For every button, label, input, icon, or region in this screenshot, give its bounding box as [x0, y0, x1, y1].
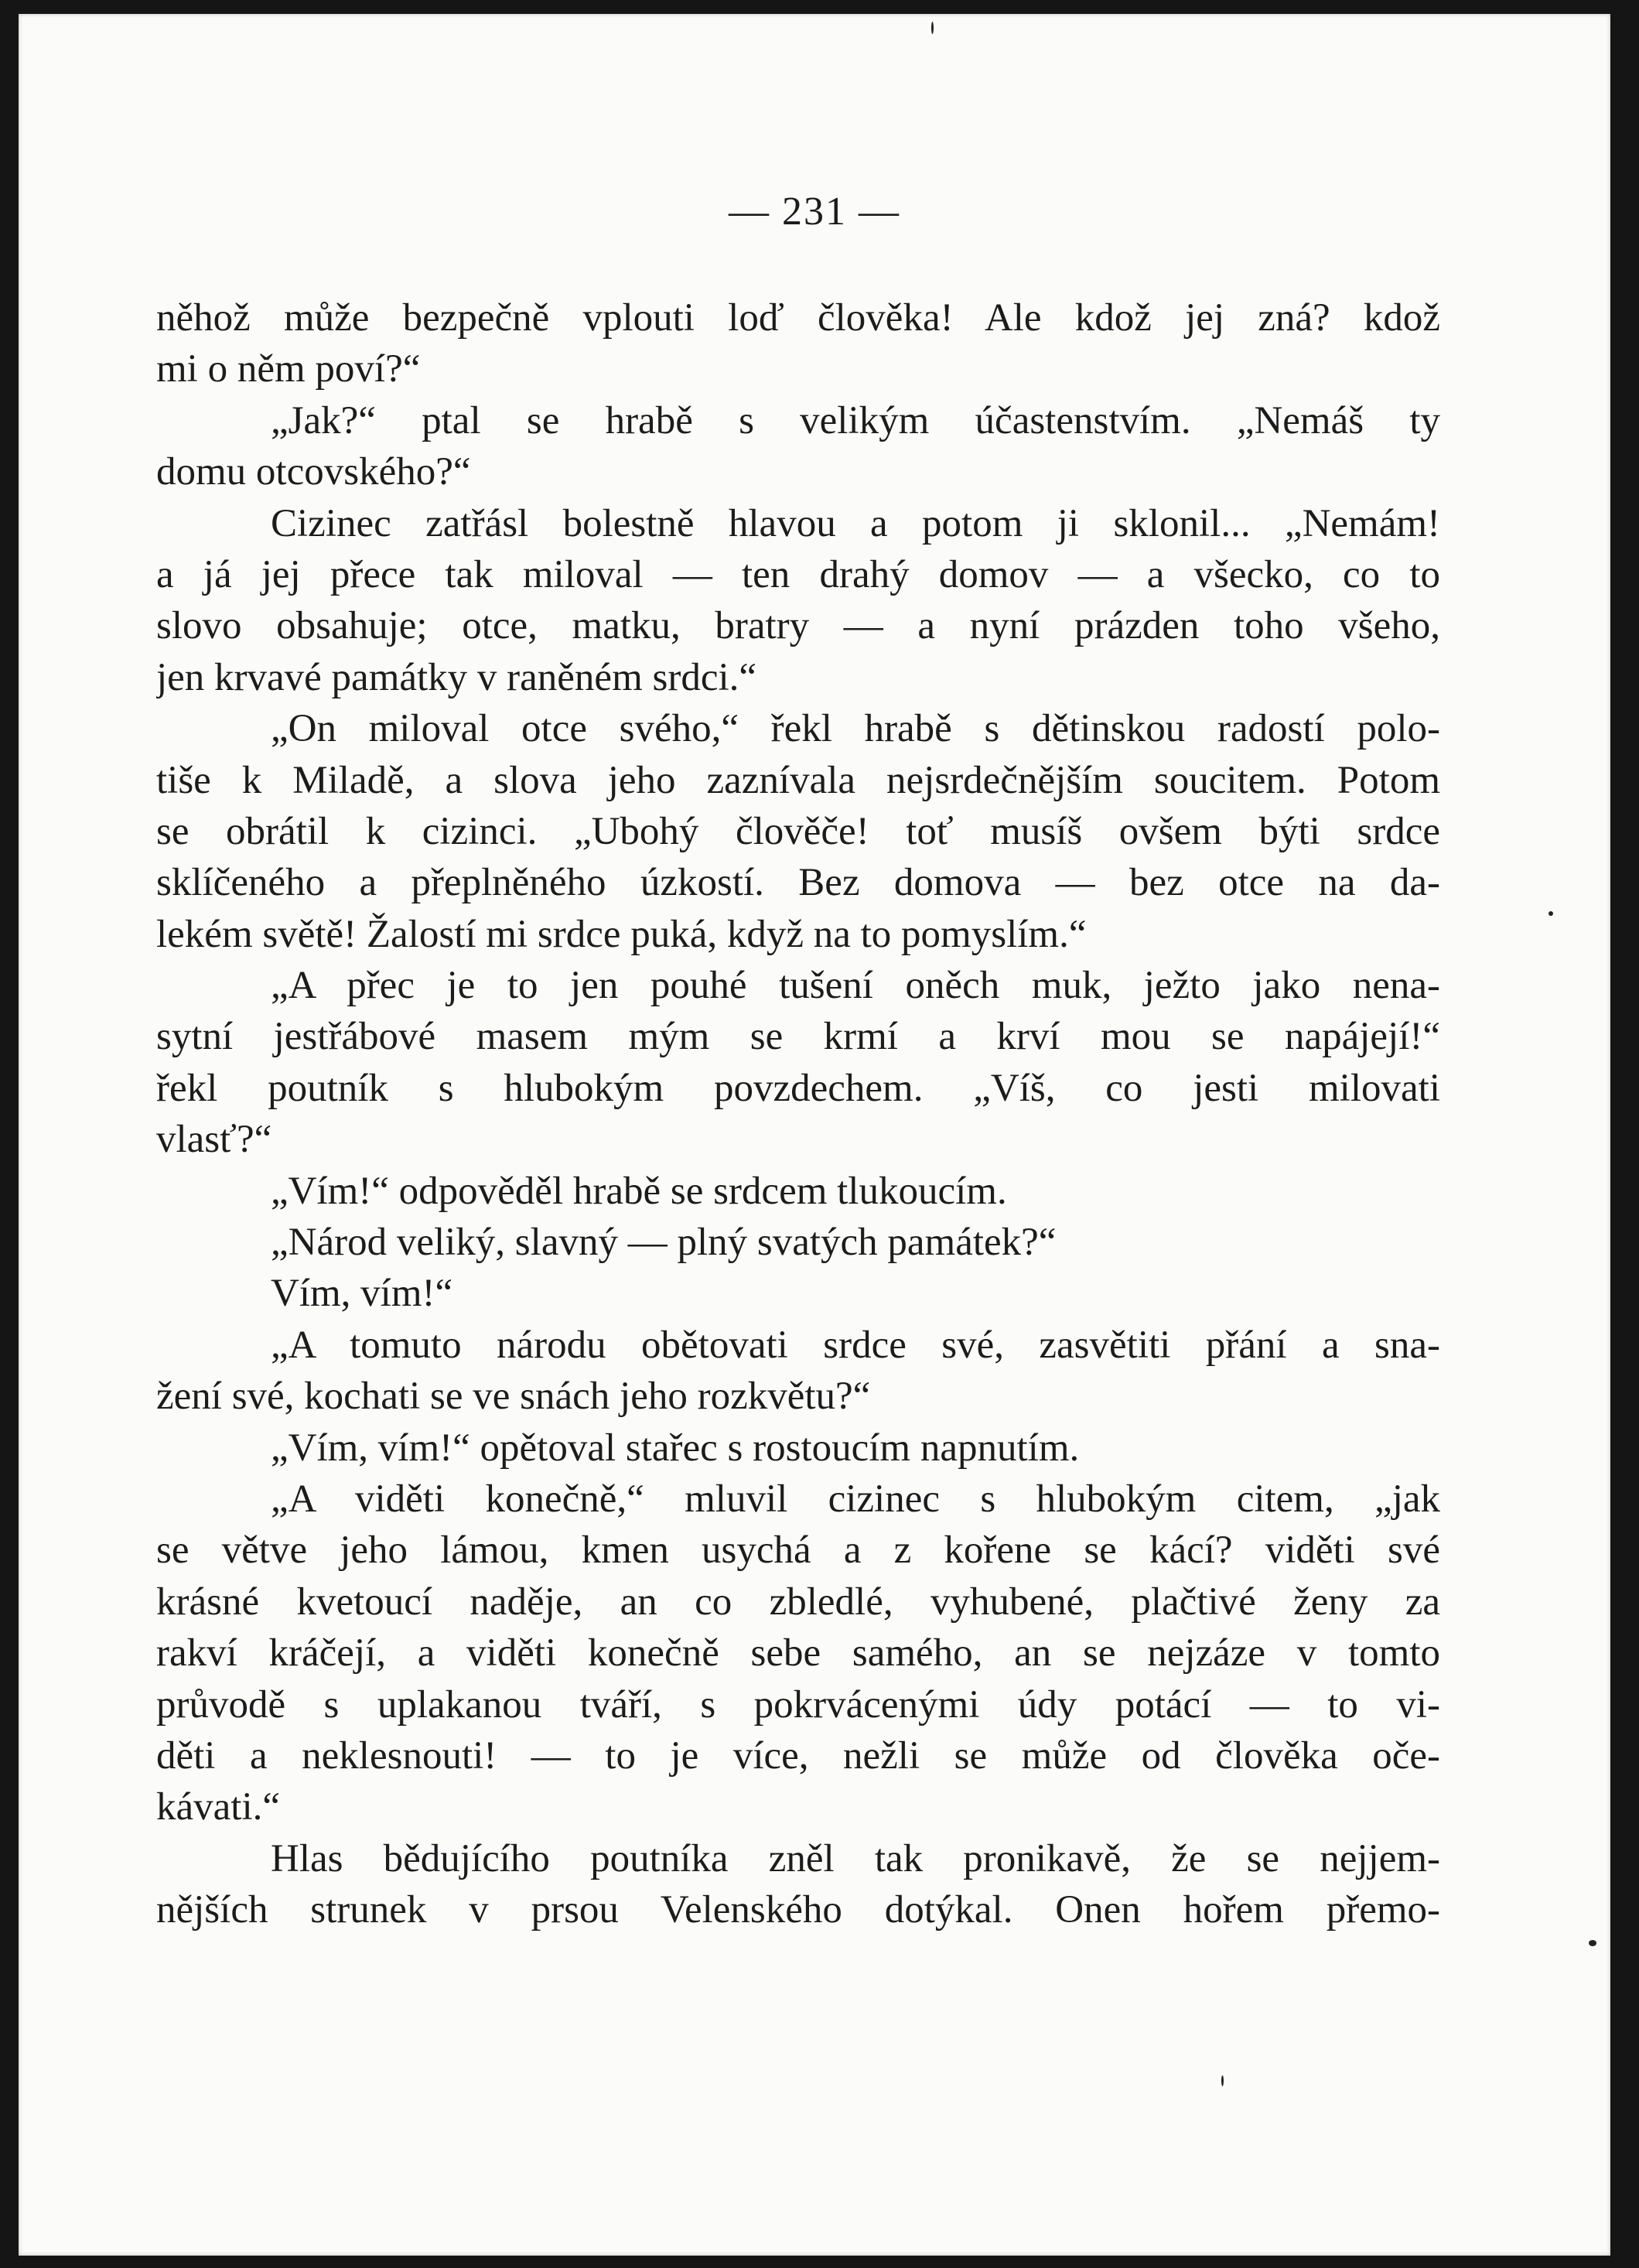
text-line: mi o něm poví?“ [156, 347, 421, 391]
text-line: Hlas bědujícího poutníka zněl tak pronikavě, že se nejjem- [271, 1836, 1440, 1880]
text-line: nějších strunek v prsou Velenského dotýkal. Onen hořem přemo- [156, 1888, 1440, 1932]
text-line: „Vím, vím!“ opětoval stařec s rostoucím napnutím. [271, 1426, 1080, 1470]
text-line: sytní jestřábové masem mým se krmí a krví mou se napájejí!“ [156, 1015, 1440, 1059]
scan-speck [1589, 1940, 1596, 1946]
page-number: — 231 — [729, 190, 900, 234]
text-line: se obrátil k cizinci. „Ubohý člověče! toť musíš ovšem býti srdce [156, 809, 1440, 853]
body-text [156, 292, 1440, 1936]
text-line: děti a neklesnouti! — to je více, nežli se může od člověka oče- [156, 1733, 1440, 1778]
text-line: „A přec je to jen pouhé tušení oněch muk, ježto jako nena- [271, 964, 1440, 1008]
text-line: krásné kvetoucí naděje, an co zbledlé, vyhubené, plačtivé ženy za [156, 1580, 1440, 1624]
text-line: kávati.“ [156, 1785, 280, 1829]
text-line: řekl poutník s hlubokým povzdechem. „Víš, co jesti milovati [156, 1066, 1440, 1110]
scan-speck [1549, 911, 1553, 916]
text-line: „Národ veliký, slavný — plný svatých památek?“ [271, 1221, 1057, 1265]
text-line: Cizinec zatřásl bolestně hlavou a potom ji sklonil... „Nemám! [271, 501, 1440, 545]
text-line: domu otcovského?“ [156, 450, 471, 494]
text-line: slovo obsahuje; otce, matku, bratry — a nyní prázden toho všeho, [156, 604, 1440, 648]
scan-speck [1221, 2075, 1224, 2086]
text-line: vlasť?“ [156, 1118, 272, 1162]
text-line: „Vím!“ odpověděl hrabě se srdcem tlukoucím. [271, 1169, 1007, 1213]
text-line: rakví kráčejí, a viděti konečně sebe samého, an se nejzáze v tomto [156, 1631, 1440, 1675]
text-line: žení své, kochati se ve snách jeho rozkvětu?“ [156, 1375, 871, 1419]
text-line: průvodě s uplakanou tváří, s pokrvácenými údy potácí — to vi- [156, 1682, 1440, 1727]
text-line: „A viděti konečně,“ mluvil cizinec s hlubokým citem, „jak [271, 1477, 1440, 1521]
text-line: jen krvavé památky v raněném srdci.“ [156, 655, 757, 699]
scan-speck [931, 22, 934, 34]
text-line: a já jej přece tak miloval — ten drahý domov — a všecko, co to [156, 552, 1440, 596]
text-line: lekém světě! Žalostí mi srdce puká, když na to pomyslím.“ [156, 912, 1087, 956]
text-line: se větve jeho lámou, kmen usychá a z kořene se kácí? viděti své [156, 1529, 1440, 1573]
text-line: sklíčeného a přeplněného úzkostí. Bez domova — bez otce na da- [156, 861, 1440, 905]
text-line: „Jak?“ ptal se hrabě s velikým účastenstvím. „Nemáš ty [271, 398, 1440, 442]
text-line: Vím, vím!“ [271, 1272, 453, 1316]
book-page [19, 14, 1610, 2256]
text-line: něhož může bezpečně vplouti loď člověka! Ale kdož jej zná? kdož [156, 296, 1440, 340]
text-line: „On miloval otce svého,“ řekl hrabě s dětinskou radostí polo- [271, 707, 1440, 751]
text-line: tiše k Miladě, a slova jeho zaznívala nejsrdečnějším soucitem. Potom [156, 758, 1440, 802]
text-line: „A tomuto národu obětovati srdce své, zasvětiti přání a sna- [271, 1323, 1440, 1367]
